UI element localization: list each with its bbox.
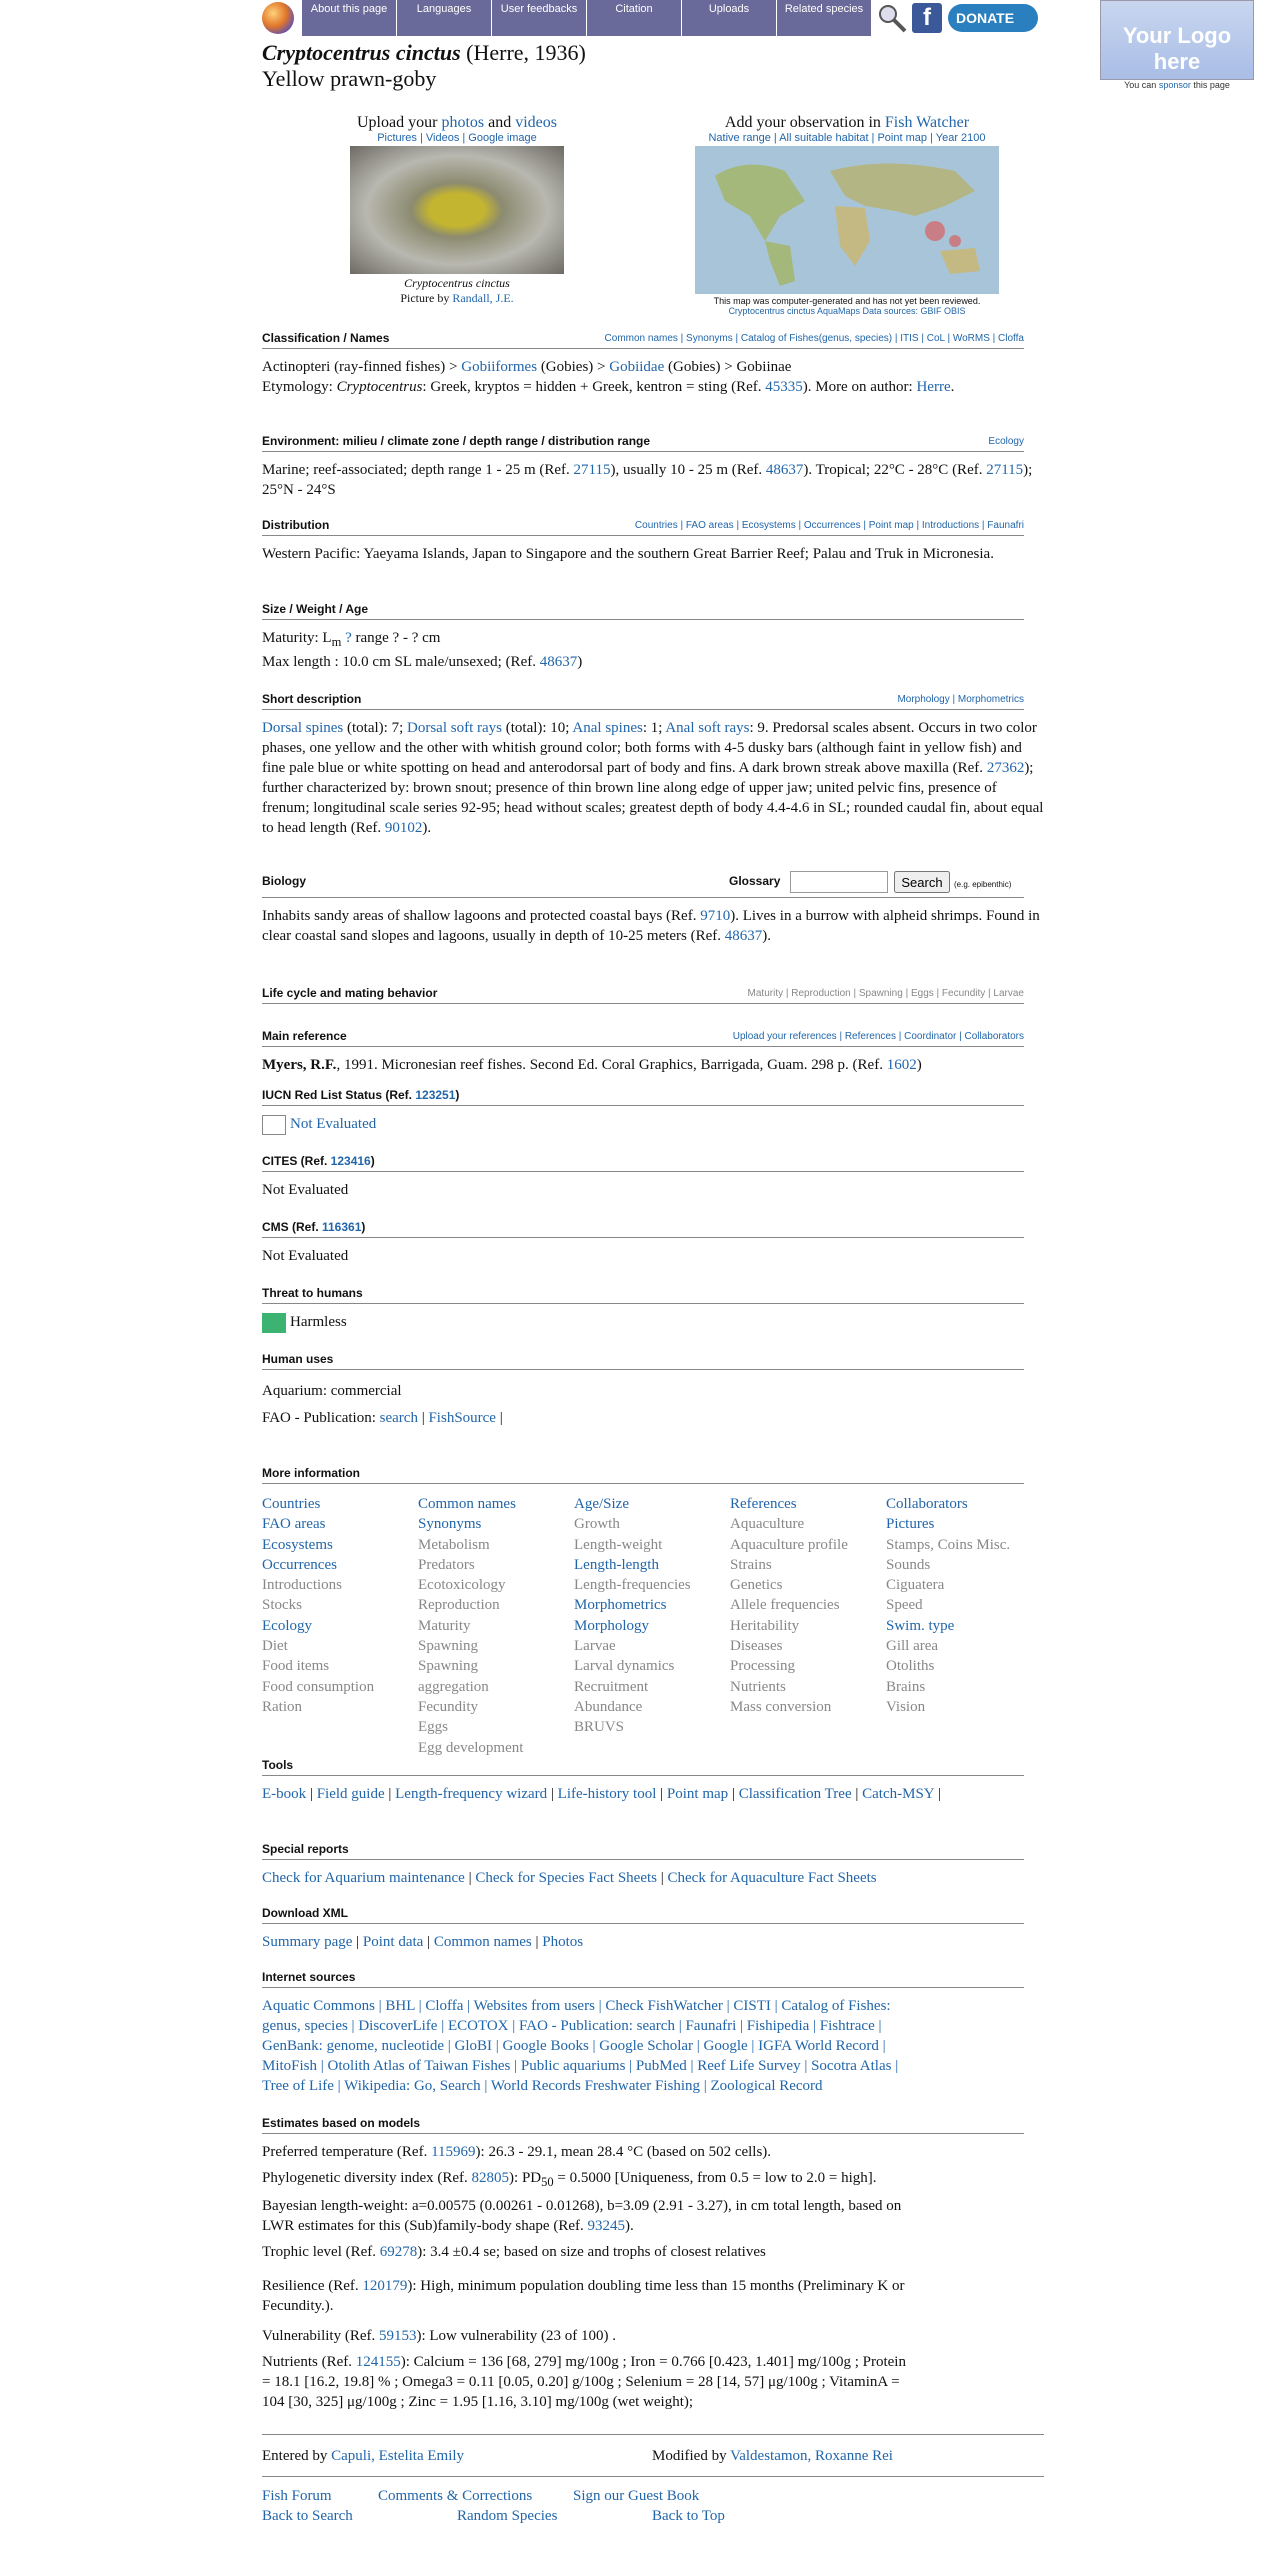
modified-by-link[interactable]: Valdestamon, Roxanne Rei xyxy=(730,2448,893,2464)
more-info-link: Stamps, Coins Misc. xyxy=(886,1536,1011,1553)
order-link[interactable]: Gobiiformes xyxy=(461,359,538,375)
tools-links: E-book | Field guide | Length-frequency wizard | Life-history tool | Point map | Classification Tree | Catch-MSY | xyxy=(262,1786,941,1802)
download-xml-links: Summary page | Point data | Common names | Photos xyxy=(262,1934,584,1950)
more-info-link: Food consumption xyxy=(262,1678,375,1695)
max-length: Max length : 10.0 cm SL male/unsexed; (Ref. xyxy=(262,654,540,670)
aquarium-maintenance-link[interactable]: Check for Aquarium maintenance xyxy=(262,1870,465,1886)
more-info-link: Genetics xyxy=(730,1577,783,1594)
maturity-link[interactable]: ? xyxy=(345,630,352,646)
nav-languages[interactable]: Languages xyxy=(397,0,492,36)
more-info-col-3 xyxy=(574,1494,726,1738)
internet-sources-line[interactable]: Aquatic Commons | BHL | Cloffa | Websites from users | Check FishWatcher | CISTI | Catalog of Fishes: xyxy=(262,1998,891,2014)
more-info-link: Eggs xyxy=(418,1719,448,1736)
more-info-link[interactable]: Synonyms xyxy=(418,1516,482,1533)
est-text: Trophic level (Ref. xyxy=(262,2244,380,2260)
desc-text: : 1; xyxy=(642,720,666,736)
distribution-header xyxy=(262,518,1024,536)
section-title: Threat to humans xyxy=(262,1286,363,1300)
more-info-link: Reproduction xyxy=(418,1597,500,1614)
ref-link[interactable]: 115969 xyxy=(431,2144,476,2160)
more-info-link: Speed xyxy=(886,1597,923,1614)
size-header xyxy=(262,602,1024,620)
etym-genus: Cryptocentrus xyxy=(336,379,423,395)
est-text: Resilience (Ref. xyxy=(262,2278,363,2294)
aquarium-use: Aquarium: commercial xyxy=(262,1383,402,1399)
est-text: ). xyxy=(624,2218,634,2234)
section-title-end: ) xyxy=(370,1154,375,1168)
biology-text xyxy=(262,906,1044,946)
nav-user-feedbacks[interactable]: User feedbacks xyxy=(492,0,587,36)
more-info-link: Predators xyxy=(418,1556,475,1573)
ref-link[interactable]: 124155 xyxy=(355,2354,401,2370)
reference-links[interactable]: Upload your references | References | Coordinator | Collaborators xyxy=(732,1031,1024,1042)
back-to-top-link[interactable]: Back to Top xyxy=(652,2508,725,2524)
classification-text xyxy=(262,357,1044,397)
desc-text: ); further characterized by: brown snout; presence of thin brown line along edge of upper jaw; united pelvic fins, presence of frenum; longitudinal scale series 92-95; head without scales; greatest depth of body 4.4-4.6 in SL; rounded caudal fin, about equal to head length (Ref. xyxy=(262,760,1044,836)
ref-link[interactable]: 82805 xyxy=(471,2170,510,2186)
ref-end: ) xyxy=(916,1057,922,1073)
desc-text: : 9. Predorsal scales absent. Occurs in two color phases, one yellow and the other with whitish ground color; both forms with 4-5 dusky bars (although faint in yellow fish) and fine pale blue or white spotting on head and anterodorsal part of body and fins. A dark brown streak above maxilla (Ref. xyxy=(262,720,1037,776)
ref-link[interactable]: 45335 xyxy=(765,379,803,395)
more-info-link: Growth xyxy=(574,1516,620,1533)
est-text: Phylogenetic diversity index (Ref. xyxy=(262,2170,472,2186)
section-title: Distribution xyxy=(262,518,330,532)
trophic-level xyxy=(262,2242,1044,2262)
upload-block xyxy=(262,114,652,306)
ref-link[interactable]: 116361 xyxy=(322,1220,362,1234)
env-text: ), usually 10 - 25 m (Ref. xyxy=(610,462,766,478)
resilience xyxy=(262,2276,1044,2316)
est-text: ): PD xyxy=(509,2170,542,2186)
section-title: IUCN Red List Status (Ref. xyxy=(262,1088,416,1102)
glossary-search-button[interactable]: Search xyxy=(894,871,950,893)
est-text: Nutrients (Ref. xyxy=(262,2354,356,2370)
entered-by-link[interactable]: Capuli, Estelita Emily xyxy=(331,2448,465,2464)
fishbase-globe-icon[interactable] xyxy=(262,2,294,34)
distribution-text: Western Pacific: Yaeyama Islands, Japan to Singapore and the southern Great Barrier Reef; Palau and Truk in Micronesia. xyxy=(262,546,994,562)
point-map-link[interactable]: Point map xyxy=(666,1786,729,1802)
internet-sources-line[interactable]: genus, species | DiscoverLife | ECOTOX | FAO - Publication: search | Faunafri | Fishipedia | Fishtrace | xyxy=(262,2018,882,2034)
pd-sub: 50 xyxy=(541,2175,554,2189)
more-info-link[interactable]: Ecology xyxy=(262,1617,312,1634)
size-text xyxy=(262,628,1044,672)
est-text: = 18.1 [16.2, 19.8] % ; Omega3 = 0.11 [0.05, 0.20] g/100g ; Selenium = 28 [14, 57] μg/100g ; VitaminA = xyxy=(262,2374,900,2390)
more-info-link: Nutrients xyxy=(730,1678,786,1695)
ref-link[interactable]: 27115 xyxy=(986,462,1024,478)
cms-header xyxy=(262,1220,1024,1238)
glossary-search-input[interactable] xyxy=(790,871,888,893)
bio-text: Inhabits sandy areas of shallow lagoons and protected coastal bays (Ref. xyxy=(262,908,701,924)
more-info-link[interactable]: Ecosystems xyxy=(262,1536,333,1553)
facebook-icon[interactable]: f xyxy=(912,3,942,33)
more-info-link: Spawning xyxy=(418,1638,478,1655)
more-info-link: Processing xyxy=(730,1658,795,1675)
internet-sources-line[interactable]: GenBank: genome, nucleotide | GloBI | Google Books | Google Scholar | Google | IGFA World Record | xyxy=(262,2038,886,2054)
classification-header xyxy=(262,331,1024,349)
more-info-link: Strains xyxy=(730,1556,772,1573)
section-title: Internet sources xyxy=(262,1970,356,1984)
section-title: CMS (Ref. xyxy=(262,1220,322,1234)
cites-header xyxy=(262,1154,1024,1172)
ecology-link[interactable]: Ecology xyxy=(988,436,1024,447)
ref-link[interactable]: 90102 xyxy=(384,820,423,836)
more-info-link[interactable]: References xyxy=(730,1496,797,1512)
life-history-tool-link[interactable]: Life-history tool xyxy=(557,1786,657,1802)
anal-soft-rays-link[interactable]: Anal soft rays xyxy=(665,720,750,736)
more-info-link: Abundance xyxy=(574,1698,643,1715)
morphology-links[interactable]: Morphology | Morphometrics xyxy=(897,694,1024,705)
species-author: (Herre, 1936) xyxy=(460,40,586,65)
photo-credit-label: Picture by xyxy=(400,291,453,305)
summary-page-link[interactable]: Summary page xyxy=(262,1934,353,1950)
search-icon[interactable] xyxy=(876,2,908,34)
photo-credit-link[interactable]: Randall, J.E. xyxy=(452,291,514,305)
internet-sources-links[interactable] xyxy=(262,1996,1044,2096)
vulnerability xyxy=(262,2326,1044,2346)
more-info-link: Spawning xyxy=(418,1658,478,1675)
more-info-link[interactable]: Pictures xyxy=(886,1516,935,1533)
dorsal-spines-link[interactable]: Dorsal spines xyxy=(262,720,344,736)
fish-forum-link[interactable]: Fish Forum xyxy=(262,2488,332,2504)
classification-links[interactable]: Common names | Synonyms | Catalog of Fishes(genus, species) | ITIS | CoL | WoRMS | Cloffa xyxy=(604,333,1024,344)
threat-text: Harmless xyxy=(290,1314,347,1330)
more-info-link[interactable]: Collaborators xyxy=(886,1496,968,1512)
iucn-status xyxy=(262,1114,1044,1135)
section-title: Size / Weight / Age xyxy=(262,602,369,616)
threat-header xyxy=(262,1286,1024,1304)
more-info-col-4 xyxy=(730,1494,882,1717)
more-info-link[interactable]: Countries xyxy=(262,1496,321,1512)
more-info-link: Recruitment xyxy=(574,1678,649,1695)
short-description-text xyxy=(262,718,1044,838)
section-title: Estimates based on models xyxy=(262,2116,421,2130)
species-title xyxy=(262,40,586,66)
more-info-link: Stocks xyxy=(262,1597,303,1614)
more-info-link: Vision xyxy=(886,1698,926,1715)
ref-link[interactable]: 93245 xyxy=(587,2218,625,2234)
upload-text: Upload your xyxy=(357,114,442,131)
cms-status: Not Evaluated xyxy=(262,1248,349,1264)
etym-end: . xyxy=(950,379,955,395)
iucn-status-box xyxy=(262,1115,286,1135)
glossary-example: (e.g. epibenthic) xyxy=(954,880,1012,889)
entered-label: Entered by xyxy=(262,2448,332,2464)
more-info-link: Diseases xyxy=(730,1638,783,1655)
class-text: (Gobies) > Gobiinae xyxy=(664,359,792,375)
ref-link[interactable]: 120179 xyxy=(362,2278,408,2294)
human-uses-header xyxy=(262,1352,1024,1370)
more-info-link: Diet xyxy=(262,1638,288,1655)
est-text: 104 [30, 325] μg/100g ; Zinc = 1.95 [1.16, 3.10] mg/100g (wet weight); xyxy=(262,2394,694,2410)
more-info-link: Aquaculture profile xyxy=(730,1536,848,1553)
caption-text: You can xyxy=(1124,80,1159,90)
desc-text: (total): 7; xyxy=(343,720,407,736)
sponsor-logo-placeholder[interactable]: Your Logo here xyxy=(1100,0,1254,80)
ref-link[interactable]: 9710 xyxy=(700,908,731,924)
est-text: ): Low vulnerability (23 of 100) . xyxy=(416,2328,617,2344)
guest-book-link[interactable]: Sign our Guest Book xyxy=(573,2488,700,2504)
download-xml-header xyxy=(262,1906,1024,1924)
human-uses-text xyxy=(262,1378,1044,1432)
section-title: More information xyxy=(262,1466,360,1480)
section-title: Short description xyxy=(262,692,362,706)
separator: | xyxy=(417,1410,429,1426)
nav-uploads[interactable]: Uploads xyxy=(682,0,777,36)
phylogenetic-diversity xyxy=(262,2168,1044,2192)
est-text: Preferred temperature (Ref. xyxy=(262,2144,432,2160)
more-info-link[interactable]: Morphology xyxy=(574,1617,649,1634)
est-text: LWR estimates for this (Sub)family-body shape (Ref. xyxy=(262,2218,588,2234)
ref-link[interactable]: 27115 xyxy=(573,462,611,478)
cites-status: Not Evaluated xyxy=(262,1182,349,1198)
section-title: CITES (Ref. xyxy=(262,1154,331,1168)
ref-link[interactable]: 59153 xyxy=(378,2328,417,2344)
more-info-link: Length-frequencies xyxy=(574,1577,691,1594)
more-info-link: Larval dynamics xyxy=(574,1658,675,1675)
more-info-link: Brains xyxy=(886,1678,926,1695)
more-info-link[interactable]: Occurrences xyxy=(262,1556,337,1573)
classification-tree-link[interactable]: Classification Tree xyxy=(738,1786,852,1802)
more-info-link: Allele frequencies xyxy=(730,1597,840,1614)
more-info-link: aggregation xyxy=(418,1678,489,1695)
common-name: Yellow prawn-goby xyxy=(262,66,437,91)
class-text: (Gobies) > xyxy=(537,359,610,375)
more-info-link: Otoliths xyxy=(886,1658,935,1675)
glossary-label: Glossary xyxy=(729,874,781,888)
section-title: Human uses xyxy=(262,1352,334,1366)
more-info-link[interactable]: Age/Size xyxy=(574,1496,629,1512)
ref-link[interactable]: 48637 xyxy=(539,654,578,670)
comments-corrections-link[interactable]: Comments & Corrections xyxy=(378,2488,533,2504)
env-text: Marine; reef-associated; depth range 1 - 25 m (Ref. xyxy=(262,462,574,478)
iucn-header xyxy=(262,1088,1024,1106)
upload-and: and xyxy=(484,114,516,131)
nutrients xyxy=(262,2352,1044,2412)
internet-sources-line[interactable]: Tree of Life | Wikipedia: Go, Search | World Records Freshwater Fishing | Zoological Record xyxy=(262,2078,823,2094)
desc-text: ). xyxy=(422,820,432,836)
more-info-link: Length-weight xyxy=(574,1536,663,1553)
bayesian-length-weight xyxy=(262,2196,1044,2236)
more-info-link[interactable]: Common names xyxy=(418,1496,516,1512)
more-info-link: Maturity xyxy=(418,1617,471,1634)
section-title: Download XML xyxy=(262,1906,348,1920)
more-info-link[interactable]: Morphometrics xyxy=(574,1597,667,1614)
more-info-link[interactable]: Swim. type xyxy=(886,1617,955,1634)
donate-button[interactable]: DONATE xyxy=(948,4,1038,32)
internet-sources-line[interactable]: MitoFish | Otolith Atlas of Taiwan Fishes | Public aquariums | PubMed | Reef Life Survey | Socotra Atlas | xyxy=(262,2058,899,2074)
bio-text: ). Lives in a burrow with alpheid shrimps. Found in clear coastal sand slopes and lagoons, usually in depth of 10-25 meters (Ref. xyxy=(262,908,1040,944)
ref-link[interactable]: 123251 xyxy=(415,1088,456,1102)
sponsor-link[interactable]: sponsor xyxy=(1158,80,1191,90)
fao-label: FAO - Publication: xyxy=(262,1410,380,1426)
more-info-header xyxy=(262,1466,1024,1484)
modified-label: Modified by xyxy=(652,2448,731,2464)
maturity-sub: m xyxy=(331,635,342,649)
threat-color-box xyxy=(262,1313,286,1333)
videos-link[interactable]: videos xyxy=(515,114,557,131)
more-info-col-1 xyxy=(262,1494,414,1717)
est-text: Vulnerability (Ref. xyxy=(262,2328,379,2344)
point-data-link[interactable]: Point data xyxy=(362,1934,424,1950)
photo-caption: Cryptocentrus cinctus xyxy=(404,276,510,290)
maturity-label: Maturity: L xyxy=(262,630,332,646)
footer-divider-2 xyxy=(262,2476,1044,2477)
more-info-link: Ecotoxicology xyxy=(418,1577,506,1594)
photos-link[interactable]: photos xyxy=(441,114,485,131)
more-info-link: BRUVS xyxy=(574,1719,625,1736)
catch-msy-link[interactable]: Catch-MSY xyxy=(862,1786,935,1802)
more-info-link: Metabolism xyxy=(418,1536,490,1553)
section-title: Biology xyxy=(262,874,306,888)
map-note: This map was computer-generated and has not yet been reviewed. xyxy=(713,296,981,306)
est-text: = 0.5000 [Uniqueness, from 0.5 = low to 2.0 = high]. xyxy=(553,2170,877,2186)
map-sources[interactable]: Cryptocentrus cinctus AquaMaps Data sources: GBIF OBIS xyxy=(728,306,966,316)
dorsal-soft-rays-link[interactable]: Dorsal soft rays xyxy=(407,720,502,736)
field-guide-link[interactable]: Field guide xyxy=(316,1786,385,1802)
est-text: Fecundity.). xyxy=(262,2298,334,2314)
species-photo[interactable] xyxy=(350,146,564,274)
more-info-link[interactable]: Length-length xyxy=(574,1556,659,1573)
more-info-link: Fecundity xyxy=(418,1698,478,1715)
lifecycle-links[interactable]: Maturity | Reproduction | Spawning | Eggs | Fecundity | Larvae xyxy=(747,988,1024,999)
section-title: Tools xyxy=(262,1758,294,1772)
ref-link[interactable]: 48637 xyxy=(765,462,804,478)
main-reference-header xyxy=(262,1029,1024,1047)
etym-text: : Greek, kryptos = hidden + Greek, kentron = sting (Ref. xyxy=(422,379,766,395)
ref-link[interactable]: 48637 xyxy=(724,928,763,944)
tools-header xyxy=(262,1758,1024,1776)
section-title: Environment: milieu / climate zone / depth range / distribution range xyxy=(262,434,651,448)
ref-link[interactable]: 123416 xyxy=(330,1154,371,1168)
maturity-range: range ? - ? cm xyxy=(351,630,441,646)
biology-header xyxy=(262,874,1024,898)
distribution-map[interactable] xyxy=(695,146,999,294)
estimates-header xyxy=(262,2116,1024,2134)
media-links[interactable]: Pictures | Videos | Google image xyxy=(377,132,537,144)
map-links[interactable]: Native range | All suitable habitat | Point map | Year 2100 xyxy=(708,132,986,144)
more-info-link[interactable]: FAO areas xyxy=(262,1516,326,1533)
section-title: Special reports xyxy=(262,1842,349,1856)
family-link[interactable]: Gobiidae xyxy=(609,359,665,375)
est-text: ): High, minimum population doubling time less than 15 months (Preliminary K or xyxy=(407,2278,905,2294)
est-text: ): Calcium = 136 [68, 279] mg/100g ; Iron = 0.766 [0.423, 1.401] mg/100g ; Protein xyxy=(400,2354,906,2370)
more-info-col-2 xyxy=(418,1494,570,1758)
internet-sources-header xyxy=(262,1970,1024,1988)
max-length-end: ) xyxy=(577,654,583,670)
observation-block xyxy=(652,114,1042,316)
nav-citation[interactable]: Citation xyxy=(587,0,682,36)
lifecycle-header xyxy=(262,986,1024,1004)
est-text: ): 26.3 - 29.1, mean 28.4 °C (based on 502 cells). xyxy=(475,2144,772,2160)
observe-text: Add your observation in xyxy=(724,114,885,131)
etym-text: ). More on author: xyxy=(802,379,917,395)
more-info-link: Aquaculture xyxy=(730,1516,805,1533)
fishsource-link[interactable]: FishSource xyxy=(428,1410,496,1426)
more-info-link: Mass conversion xyxy=(730,1698,832,1715)
more-info-link: Introductions xyxy=(262,1577,342,1594)
ref-link[interactable]: 69278 xyxy=(379,2244,418,2260)
iucn-status-link[interactable]: Not Evaluated xyxy=(290,1116,377,1132)
special-reports-header xyxy=(262,1842,1024,1860)
author-link[interactable]: Herre xyxy=(916,379,951,395)
random-species-link[interactable]: Random Species xyxy=(457,2508,558,2524)
more-info-link: Ciguatera xyxy=(886,1577,945,1594)
special-reports-links: Check for Aquarium maintenance | Check for Species Fact Sheets | Check for Aquaculture Fact Sheets xyxy=(262,1870,877,1886)
short-description-header xyxy=(262,692,1024,710)
ref-author: Myers, R.F. xyxy=(262,1057,337,1073)
main-reference-text xyxy=(262,1055,1044,1075)
sponsor-caption xyxy=(1100,80,1254,90)
class-text: Actinopteri (ray-finned fishes) > xyxy=(262,359,462,375)
section-title: Main reference xyxy=(262,1029,347,1043)
preferred-temperature xyxy=(262,2142,1044,2162)
bio-text: ). xyxy=(762,928,772,944)
top-nav xyxy=(262,0,1044,36)
environment-header xyxy=(262,434,1024,452)
modified-by xyxy=(652,2446,1044,2466)
more-info-link: Sounds xyxy=(886,1556,931,1573)
aquaculture-fact-sheets-link[interactable]: Check for Aquaculture Fact Sheets xyxy=(667,1870,877,1886)
more-info-link: Food items xyxy=(262,1658,330,1675)
fao-search-link[interactable]: search xyxy=(379,1410,418,1426)
desc-text: (total): 10; xyxy=(501,720,573,736)
env-text: ). Tropical; 22°C - 28°C (Ref. xyxy=(803,462,987,478)
section-title: Life cycle and mating behavior xyxy=(262,986,438,1000)
ref-link[interactable]: 27362 xyxy=(986,760,1025,776)
more-info-link: Gill area xyxy=(886,1638,939,1655)
caption-text-end: this page xyxy=(1190,80,1230,90)
species-fact-sheets-link[interactable]: Check for Species Fact Sheets xyxy=(475,1870,657,1886)
section-title-end: ) xyxy=(455,1088,460,1102)
etym-label: Etymology: xyxy=(262,379,337,395)
ebook-link[interactable]: E-book xyxy=(262,1786,307,1802)
more-info-col-5 xyxy=(886,1494,1046,1717)
common-names-link[interactable]: Common names xyxy=(433,1934,532,1950)
environment-text xyxy=(262,460,1044,500)
scientific-name: Cryptocentrus cinctus xyxy=(262,40,461,65)
ref-text: , 1991. Micronesian reef fishes. Second Ed. Coral Graphics, Barrigada, Guam. 298 p. (Ref. xyxy=(336,1057,887,1073)
separator: | xyxy=(495,1410,503,1426)
footer-divider xyxy=(262,2434,1044,2435)
section-title: Classification / Names xyxy=(262,331,390,345)
section-title-end: ) xyxy=(361,1220,366,1234)
back-to-search-link[interactable]: Back to Search xyxy=(262,2508,353,2524)
length-frequency-wizard-link[interactable]: Length-frequency wizard xyxy=(395,1786,548,1802)
est-text: ): 3.4 ±0.4 se; based on size and trophs of closest relatives xyxy=(417,2244,766,2260)
photos-xml-link[interactable]: Photos xyxy=(542,1934,584,1950)
more-info-link: Egg development xyxy=(418,1739,524,1756)
distribution-links[interactable]: Countries | FAO areas | Ecosystems | Occurrences | Point map | Introductions | Faunafri xyxy=(634,520,1024,531)
fish-watcher-link[interactable]: Fish Watcher xyxy=(884,114,970,131)
nav-related-species[interactable]: Related species xyxy=(777,0,872,36)
more-info-link: Ration xyxy=(262,1698,302,1715)
more-info-link: Heritability xyxy=(730,1617,800,1634)
anal-spines-link[interactable]: Anal spines xyxy=(572,720,643,736)
est-text: Bayesian length-weight: a=0.00575 (0.00261 - 0.01268), b=3.09 (2.91 - 3.27), in cm total length, based on xyxy=(262,2198,902,2214)
threat-status xyxy=(262,1312,1044,1333)
ref-link[interactable]: 1602 xyxy=(886,1057,917,1073)
nav-about[interactable]: About this page xyxy=(302,0,397,36)
env-text: ); 25°N - 24°S xyxy=(262,462,1033,498)
more-info-link: Larvae xyxy=(574,1638,616,1655)
